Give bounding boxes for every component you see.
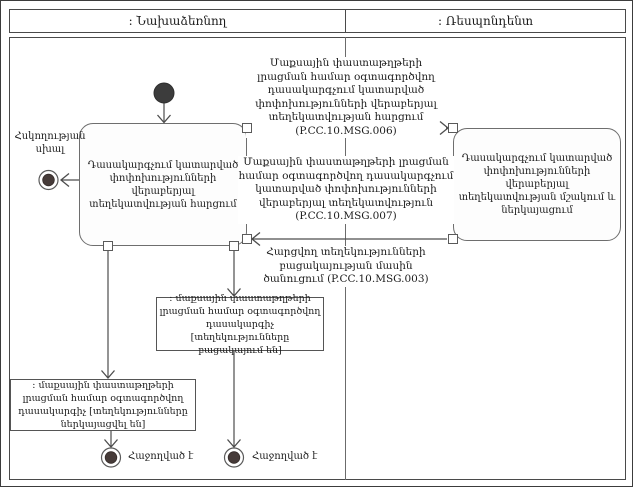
message-label-request-msg006: Մաքսային փաստաթղթերի լրացման համար օգտագործվող դասակարգչում կատարված փոփոխությունների վերաբերյալ տեղեկատվության հարցում (P.CC.10.MSG.006) (246, 57, 446, 138)
control-error-label: Հսկողության սխալ (14, 131, 86, 155)
activity-process-present-info (453, 128, 621, 241)
message-label-absence-msg003: Հարցվող տեղեկությունների բացակայության մասին ծանուցում (P.CC.10.MSG.003) (251, 246, 441, 287)
object-classifier-info-submitted (10, 379, 196, 431)
success-label-right: Հաջողված է (252, 451, 318, 462)
activity-request-classifier-changes (79, 123, 247, 246)
activity-request-label: Դասակարգչում կատարված փոփոխությունների վերաբերյալ տեղեկատվության հարցում (87, 159, 239, 210)
object-classifier-info-missing (156, 292, 324, 356)
message-label-info-msg007: Մաքսային փաստաթղթերի լրացման համար օգտագործվող դասակարգչում կատարված փոփոխությունների վերաբերյալ տեղեկատվություն (P.CC.10.MSG.007) (238, 156, 454, 222)
success-label-left: Հաջողված է (128, 451, 194, 462)
activity-process-label: Դասակարգչում կատարված փոփոխությունների վերաբերյալ տեղեկատվության մշակում և ներկայացում (458, 153, 616, 216)
object-submitted-label: : մաքսային փաստաթղթերի լրացման համար օգտագործվող դասակարգիչ [տեղեկությունները ներկայացվել են] (18, 380, 188, 430)
swimlane-header-initiator (9, 9, 346, 33)
object-missing-label: : մաքսային փաստաթղթերի լրացման համար օգտագործվող դասակարգիչ [տեղեկությունները բացակայում են] (159, 292, 321, 356)
swimlane-title-respondent: : Ռեսպոնդենտ (437, 14, 534, 28)
swimlane-header-respondent (345, 9, 626, 33)
swimlane-title-initiator: : Նախաձեռնող (128, 14, 227, 28)
